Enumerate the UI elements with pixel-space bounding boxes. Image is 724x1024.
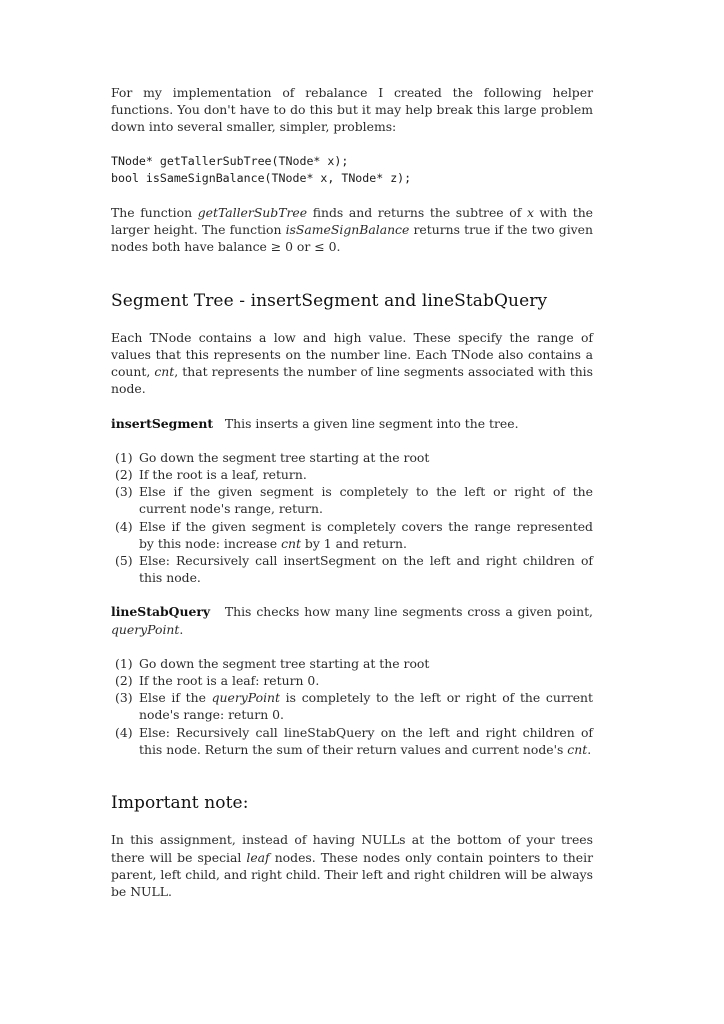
line-stab-query-desc: This checks how many line segments cross a given point, [224, 604, 593, 620]
list-item [111, 518, 593, 552]
step-text: Go down the segment tree starting at the root [139, 449, 430, 465]
insert-segment-steps [111, 449, 593, 587]
step-text: Else: Recursively call insertSegment on the left and right children of this node. [139, 553, 593, 586]
intro-paragraph: For my implementation of rebalance I created the following helper functions. You don't have to do this but it may help break this large problem down into several smaller, simpler, problems: [111, 85, 593, 135]
text-span: nodes. These nodes only contain pointers to their parent, left child, and right child. Their left and right children will be always be NULL. [111, 849, 593, 899]
list-item [111, 483, 593, 517]
list-item [111, 655, 593, 672]
function-name: isSameSignBalance [285, 222, 410, 238]
code-line-1: TNode* getTallerSubTree(TNode* x); [111, 153, 349, 168]
step-text: If the root is a leaf, return. [139, 467, 307, 483]
line-stab-query-label: lineStabQuery [111, 604, 211, 620]
segment-tree-heading: Segment Tree - insertSegment and lineStabQuery [111, 290, 548, 311]
step-text: Else if the [139, 690, 212, 706]
text-span: with the larger height. The function [111, 205, 594, 238]
list-item [111, 689, 593, 723]
step-number: (1) [115, 449, 133, 465]
code-block [111, 153, 593, 187]
text-span: , that represents the number of line segments associated with this node. [111, 364, 593, 397]
list-item [111, 449, 593, 466]
text-span: . [179, 621, 184, 637]
line-stab-query-intro [111, 603, 593, 637]
variable-name: queryPoint [111, 621, 180, 637]
list-item [111, 466, 593, 483]
text-span: finds and returns the subtree of [307, 205, 527, 221]
insert-segment-intro [111, 415, 593, 432]
text-span: The function [111, 205, 198, 221]
step-number: (5) [115, 553, 133, 569]
function-name: getTallerSubTree [197, 205, 308, 221]
document-page [111, 84, 593, 900]
important-note-heading: Important note: [111, 793, 249, 814]
variable-name: cnt [281, 535, 301, 551]
segment-tree-intro [111, 329, 593, 398]
list-item [111, 724, 593, 758]
step-number: (2) [115, 467, 133, 483]
step-text: Else if the given segment is completely covers the range represented by this node: increase [139, 518, 593, 551]
step-text: by 1 and return. [300, 535, 407, 551]
variable-name: queryPoint [211, 690, 280, 706]
step-number: (4) [115, 724, 133, 740]
step-number: (2) [115, 673, 133, 689]
helper-description [111, 204, 593, 256]
text-span: Each TNode contains a low and high value. These specify the range of values that this represents on the number line. Each TNode also contains a count, [111, 329, 593, 380]
step-number: (3) [115, 690, 133, 706]
step-text: Else: Recursively call lineStabQuery on the left and right children of this node. Return the sum of their return values and current node's [139, 724, 593, 757]
step-number: (3) [115, 484, 133, 500]
insert-segment-desc: This inserts a given line segment into the tree. [224, 415, 519, 431]
important-note-paragraph [111, 831, 593, 900]
step-number: (4) [115, 518, 133, 534]
code-line-2: bool isSameSignBalance(TNode* x, TNode* z); [111, 170, 412, 185]
variable-name: x [526, 205, 534, 221]
step-text: is completely to the left or right of the current node's range: return 0. [139, 690, 593, 723]
step-text: Go down the segment tree starting at the root [139, 655, 430, 671]
step-text: . [587, 741, 592, 757]
line-stab-query-steps [111, 655, 593, 758]
variable-name: cnt [154, 364, 175, 380]
step-number: (1) [115, 655, 133, 671]
variable-name: cnt [567, 741, 588, 757]
step-text: If the root is a leaf: return 0. [139, 673, 320, 689]
text-span: returns true if the two given nodes both have balance ≥ 0 or ≤ 0. [111, 222, 593, 255]
step-text: Else if the given segment is completely to the left or right of the current node's range, return. [139, 484, 593, 517]
text-span: In this assignment, instead of having NULLs at the bottom of your trees there will be special [111, 832, 593, 865]
list-item [111, 672, 593, 689]
list-item [111, 552, 593, 586]
variable-name: leaf [246, 849, 270, 865]
insert-segment-label: insertSegment [111, 415, 214, 431]
